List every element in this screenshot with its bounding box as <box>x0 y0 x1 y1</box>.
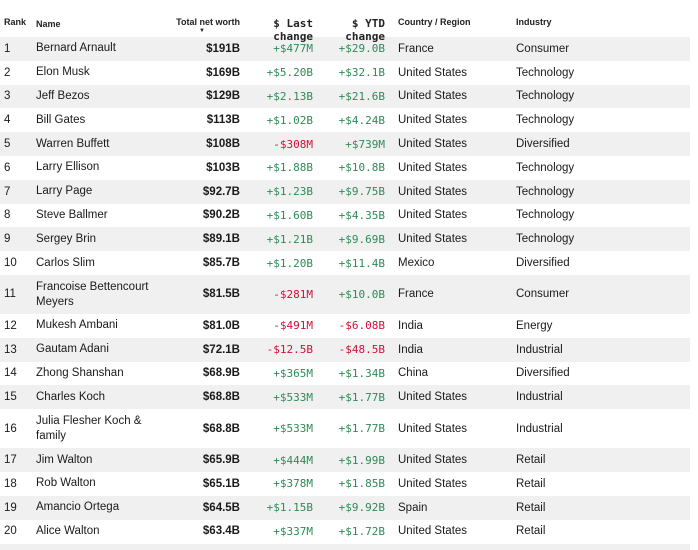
name-cell[interactable]: Charles Koch <box>36 390 106 403</box>
ytd-change-cell: +$32.1B <box>338 66 385 80</box>
country-cell: China <box>398 367 429 380</box>
ytd-change-cell: +$9.69B <box>338 232 385 246</box>
rank-cell: 5 <box>4 138 11 151</box>
industry-cell: Technology <box>516 161 575 174</box>
column-header-ytd-change-label: $ YTD change <box>345 17 385 43</box>
industry-cell: Retail <box>516 477 546 490</box>
name-cell[interactable]: Alice Walton <box>36 524 100 537</box>
column-header-country-label: Country / Region <box>398 17 471 27</box>
ytd-change-cell: +$739M <box>345 137 385 151</box>
net-worth-cell: $64.5B <box>202 501 240 514</box>
net-worth-cell: $85.7B <box>202 257 240 270</box>
rank-cell: 10 <box>4 257 17 270</box>
ytd-change-cell: +$29.0B <box>338 42 385 56</box>
industry-cell: Diversified <box>516 138 570 151</box>
country-cell: United States <box>398 66 468 79</box>
last-change-cell: +$1.88B <box>266 161 313 175</box>
country-cell: United States <box>398 209 468 222</box>
column-header-ytd-change[interactable] <box>313 0 385 43</box>
industry-cell: Technology <box>516 90 575 103</box>
net-worth-cell: $72.1B <box>202 343 240 356</box>
name-cell[interactable]: Jim Walton <box>36 453 93 466</box>
last-change-cell: +$1.15B <box>266 501 313 515</box>
name-cell[interactable]: Steve Ballmer <box>36 208 108 221</box>
industry-cell: Industrial <box>516 343 563 356</box>
industry-cell: Technology <box>516 114 575 127</box>
last-change-cell: -$308M <box>273 137 313 151</box>
industry-cell: Consumer <box>516 42 570 55</box>
net-worth-cell: $90.2B <box>202 209 240 222</box>
net-worth-cell: $65.1B <box>202 477 240 490</box>
column-header-name-label: Name <box>36 19 61 29</box>
name-cell[interactable]: Julia Flesher Koch & family <box>36 415 142 443</box>
ytd-change-cell: +$1.99B <box>338 453 385 467</box>
name-cell[interactable]: Zhong Shanshan <box>36 366 124 379</box>
net-worth-cell: $191B <box>206 42 240 55</box>
table-row[interactable] <box>0 132 690 156</box>
rank-cell: 3 <box>4 90 11 103</box>
country-cell: United States <box>398 185 468 198</box>
country-cell: United States <box>398 391 468 404</box>
column-header-last-change[interactable] <box>240 0 313 43</box>
table-row[interactable] <box>0 409 690 448</box>
column-header-rank[interactable] <box>0 0 32 27</box>
ytd-change-cell: +$9.75B <box>338 185 385 199</box>
country-cell: India <box>398 319 423 332</box>
column-header-industry-label: Industry <box>516 17 552 27</box>
ytd-change-cell: +$4.35B <box>338 208 385 222</box>
table-row[interactable] <box>0 85 690 109</box>
table-row[interactable] <box>0 204 690 228</box>
name-cell[interactable]: Bernard Arnault <box>36 42 116 55</box>
net-worth-cell: $113B <box>206 114 240 127</box>
net-worth-cell: $103B <box>206 161 240 174</box>
industry-cell: Diversified <box>516 367 570 380</box>
country-cell: United States <box>398 161 468 174</box>
name-cell[interactable]: Warren Buffett <box>36 137 110 150</box>
rank-cell: 8 <box>4 209 11 222</box>
country-cell: United States <box>398 114 468 127</box>
rank-cell: 11 <box>4 288 16 301</box>
sort-descending-icon: ▼ <box>199 28 205 34</box>
net-worth-cell: $68.8B <box>202 422 240 435</box>
industry-cell: Technology <box>516 209 575 222</box>
rank-cell: 15 <box>4 391 17 404</box>
last-change-cell: -$12.5B <box>266 343 313 357</box>
last-change-cell: +$337M <box>273 524 313 538</box>
country-cell: United States <box>398 525 468 538</box>
ytd-change-cell: -$48.5B <box>338 343 385 357</box>
ytd-change-cell: +$1.77B <box>338 422 385 436</box>
name-cell[interactable]: Mukesh Ambani <box>36 319 118 332</box>
column-header-last-change-label: $ Last change <box>273 17 313 43</box>
industry-cell: Industrial <box>516 391 563 404</box>
last-change-cell: +$1.21B <box>266 232 313 246</box>
column-header-net-worth-label: Total net worth <box>176 17 240 27</box>
name-cell[interactable]: Bill Gates <box>36 113 86 126</box>
rank-cell: 9 <box>4 233 11 246</box>
industry-cell: Retail <box>516 525 546 538</box>
ytd-change-cell: +$1.77B <box>338 390 385 404</box>
last-change-cell: +$2.13B <box>266 89 313 103</box>
name-cell[interactable]: Francoise Bettencourt Meyers <box>36 280 149 308</box>
rank-cell: 17 <box>4 454 17 467</box>
table-row[interactable] <box>0 108 690 132</box>
rank-cell: 2 <box>4 66 11 79</box>
country-cell: France <box>398 42 434 55</box>
country-cell: United States <box>398 90 468 103</box>
ytd-change-cell: +$1.72B <box>338 524 385 538</box>
name-cell[interactable]: Carlos Slim <box>36 256 95 269</box>
country-cell: Spain <box>398 501 428 514</box>
net-worth-cell: $68.8B <box>202 391 240 404</box>
industry-cell: Energy <box>516 319 553 332</box>
rank-cell: 14 <box>4 367 17 380</box>
table-row[interactable] <box>0 275 690 314</box>
column-header-name[interactable] <box>32 0 174 32</box>
last-change-cell: +$1.02B <box>266 113 313 127</box>
net-worth-cell: $81.5B <box>202 288 240 301</box>
name-cell[interactable]: Larry Ellison <box>36 161 100 174</box>
ytd-change-cell: +$1.34B <box>338 366 385 380</box>
ytd-change-cell: -$6.08B <box>338 319 385 333</box>
table-body <box>0 37 690 543</box>
name-cell[interactable]: Jeff Bezos <box>36 89 90 102</box>
country-cell: France <box>398 288 434 301</box>
last-change-cell: +$1.23B <box>266 185 313 199</box>
column-header-industry[interactable] <box>516 0 690 27</box>
last-change-cell: +$1.20B <box>266 256 313 270</box>
table-row[interactable] <box>0 61 690 85</box>
rank-cell: 12 <box>4 319 17 332</box>
name-cell[interactable]: Gautam Adani <box>36 343 109 356</box>
net-worth-cell: $129B <box>206 90 240 103</box>
last-change-cell: +$533M <box>273 422 313 436</box>
table-row[interactable] <box>0 227 690 251</box>
name-cell[interactable]: Rob Walton <box>36 477 96 490</box>
net-worth-cell: $65.9B <box>202 454 240 467</box>
country-cell: India <box>398 343 423 356</box>
net-worth-cell: $169B <box>206 66 240 79</box>
table-row[interactable] <box>0 338 690 362</box>
table-row[interactable] <box>0 385 690 409</box>
last-change-cell: -$491M <box>273 319 313 333</box>
table-row[interactable] <box>0 496 690 520</box>
column-header-rank-label: Rank <box>4 17 27 27</box>
last-change-cell: +$378M <box>273 477 313 491</box>
last-change-cell: +$1.60B <box>266 208 313 222</box>
column-header-net-worth[interactable] <box>174 0 240 34</box>
last-change-cell: -$281M <box>273 287 313 301</box>
table-footer-strip <box>0 544 690 550</box>
table-row[interactable] <box>0 448 690 472</box>
industry-cell: Industrial <box>516 422 563 435</box>
country-cell: United States <box>398 233 468 246</box>
ytd-change-cell: +$1.85B <box>338 477 385 491</box>
industry-cell: Retail <box>516 501 546 514</box>
net-worth-cell: $92.7B <box>202 185 240 198</box>
table-row[interactable] <box>0 180 690 204</box>
table-header <box>0 0 690 43</box>
net-worth-cell: $81.0B <box>202 319 240 332</box>
table-row[interactable] <box>0 156 690 180</box>
last-change-cell: +$5.20B <box>266 66 313 80</box>
rank-cell: 16 <box>4 422 17 435</box>
last-change-cell: +$444M <box>273 453 313 467</box>
country-cell: United States <box>398 422 468 435</box>
column-header-country[interactable] <box>385 0 516 27</box>
table-row[interactable] <box>0 251 690 275</box>
name-cell[interactable]: Sergey Brin <box>36 232 97 245</box>
ytd-change-cell: +$10.0B <box>338 287 385 301</box>
name-cell[interactable]: Amancio Ortega <box>36 501 120 514</box>
ytd-change-cell: +$11.4B <box>338 256 385 270</box>
industry-cell: Technology <box>516 66 575 79</box>
net-worth-cell: $63.4B <box>202 525 240 538</box>
rank-cell: 13 <box>4 343 17 356</box>
country-cell: United States <box>398 477 468 490</box>
ytd-change-cell: +$21.6B <box>338 89 385 103</box>
last-change-cell: +$533M <box>273 390 313 404</box>
ytd-change-cell: +$9.92B <box>338 501 385 515</box>
net-worth-cell: $68.9B <box>202 367 240 380</box>
rank-cell: 6 <box>4 161 11 174</box>
last-change-cell: +$477M <box>273 42 313 56</box>
name-cell[interactable]: Larry Page <box>36 185 93 198</box>
industry-cell: Consumer <box>516 288 570 301</box>
name-cell[interactable]: Elon Musk <box>36 66 90 79</box>
last-change-cell: +$365M <box>273 366 313 380</box>
net-worth-cell: $108B <box>206 138 240 151</box>
table-row[interactable] <box>0 362 690 386</box>
country-cell: Mexico <box>398 257 435 270</box>
net-worth-cell: $89.1B <box>202 233 240 246</box>
table-row[interactable] <box>0 314 690 338</box>
industry-cell: Technology <box>516 233 575 246</box>
rank-cell: 18 <box>4 477 17 490</box>
ytd-change-cell: +$10.8B <box>338 161 385 175</box>
industry-cell: Diversified <box>516 257 570 270</box>
industry-cell: Technology <box>516 185 575 198</box>
industry-cell: Retail <box>516 454 546 467</box>
rank-cell: 20 <box>4 525 17 538</box>
rank-cell: 19 <box>4 501 17 514</box>
rank-cell: 4 <box>4 114 11 127</box>
table-row[interactable] <box>0 472 690 496</box>
ytd-change-cell: +$4.24B <box>338 113 385 127</box>
rank-cell: 1 <box>4 42 11 55</box>
country-cell: United States <box>398 138 468 151</box>
table-row[interactable] <box>0 520 690 544</box>
rank-cell: 7 <box>4 185 11 198</box>
country-cell: United States <box>398 454 468 467</box>
